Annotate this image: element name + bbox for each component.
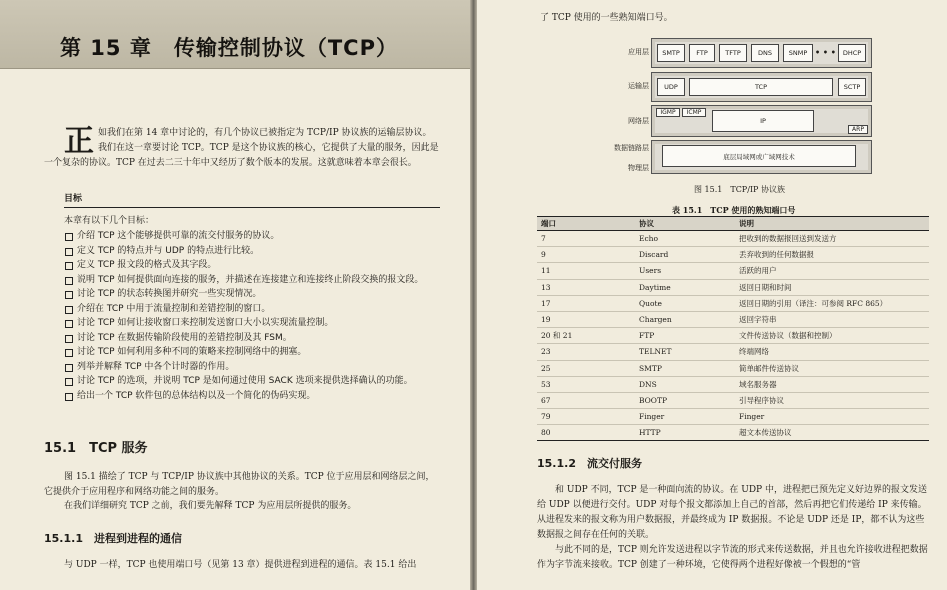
objectives-heading: 目标	[64, 191, 440, 208]
cell-description: Finger	[735, 409, 929, 425]
objective-item: 讨论 TCP 的状态转换图并研究一些实现情况。	[64, 287, 444, 302]
cell-port: 67	[537, 392, 635, 408]
objective-item: 讨论 TCP 如何让接收窗口来控制发送窗口大小以实现流量控制。	[64, 316, 444, 331]
protocol-box-smtp: SMTP	[657, 44, 685, 62]
protocol-box-igmp: IGMP	[656, 108, 680, 117]
cell-port: 11	[537, 263, 635, 279]
cell-protocol: Discard	[635, 247, 735, 263]
cell-protocol: FTP	[635, 328, 735, 344]
protocol-box-snmp: SNMP	[783, 44, 813, 62]
table-row	[537, 247, 929, 263]
layer-label-application: 应用层	[628, 48, 649, 56]
cell-protocol: Quote	[635, 295, 735, 311]
section-15-1-2-paragraph-2: 与此不同的是，TCP 则允许发送进程以字节流的形式来传送数据，并且也允许接收进程把数据作为字节流来接收。TCP 创建了一种环境，它使得两个进程好像被一个假想的“管	[537, 545, 928, 570]
tcpip-suite-figure	[589, 38, 872, 178]
objective-item: 讨论 TCP 的选项，并说明 TCP 是如何通过使用 SACK 选项来提供选择确认的功能。	[64, 374, 444, 389]
network-layer-band	[651, 105, 872, 137]
cell-protocol: TELNET	[635, 344, 735, 360]
cell-port: 17	[537, 295, 635, 311]
objective-item: 说明 TCP 如何提供面向连接的服务，并描述在连接建立和连接终止阶段交换的报文段。	[64, 273, 444, 288]
column-header-description: 说明	[735, 217, 929, 231]
table-body	[537, 231, 929, 441]
intro-text: 如我们在第 14 章中讨论的，有几个协议已被指定为 TCP/IP 协议族的运输层协议。我们在这一章要讨论 TCP。TCP 是这个协议族的核心，它提供了大量的服务，因此是一个复杂的协议。TCP 在过去二三十年中又经历了数个版本的发展。这就意味着本章会很长。	[44, 128, 439, 168]
layer-label-datalink: 数据链路层	[614, 144, 649, 152]
lower-layers-band	[651, 140, 872, 174]
objective-item: 列举并解释 TCP 中各个计时器的作用。	[64, 360, 444, 375]
cell-port: 25	[537, 360, 635, 376]
cell-description: 文件传送协议（数据和控制）	[735, 328, 929, 344]
protocol-box-dns: DNS	[751, 44, 779, 62]
protocol-box-tcp: TCP	[689, 78, 833, 96]
objectives-list	[64, 229, 444, 403]
section-heading-15-1-1: 15.1.1 进程到进程的通信	[44, 532, 182, 545]
protocol-ellipsis: • • •	[815, 47, 836, 57]
protocol-box-sctp: SCTP	[838, 78, 866, 96]
objective-item: 介绍在 TCP 中用于流量控制和差错控制的窗口。	[64, 302, 444, 317]
cell-protocol: BOOTP	[635, 392, 735, 408]
objective-item: 给出一个 TCP 软件包的总体结构以及一个简化的伪码实现。	[64, 389, 444, 404]
table-row	[537, 263, 929, 279]
protocol-box-arp: ARP	[848, 125, 868, 134]
section-15-1-1-paragraph: 与 UDP 一样，TCP 也使用端口号（见第 13 章）提供进程到进程的通信。表 15.1 给出	[64, 560, 417, 570]
cell-description: 活跃的用户	[735, 263, 929, 279]
application-layer-band	[651, 38, 872, 68]
objective-item: 讨论 TCP 在数据传输阶段使用的差错控制及其 FSM。	[64, 331, 444, 346]
cell-description: 返回日期和时间	[735, 279, 929, 295]
table-caption: 表 15.1 TCP 使用的熟知端口号	[672, 205, 796, 215]
lower-technology-box: 底层局域网或广域网技术	[662, 145, 856, 167]
cell-port: 13	[537, 279, 635, 295]
cell-protocol: Users	[635, 263, 735, 279]
cell-port: 19	[537, 311, 635, 327]
protocol-box-dhcp: DHCP	[838, 44, 866, 62]
chapter-header	[0, 0, 470, 69]
cell-description: 把收到的数据报回送到发送方	[735, 231, 929, 247]
column-header-port: 端口	[537, 217, 635, 231]
table-row	[537, 328, 929, 344]
table-row	[537, 409, 929, 425]
protocol-box-tftp: TFTP	[719, 44, 747, 62]
cell-port: 9	[537, 247, 635, 263]
cell-protocol: Daytime	[635, 279, 735, 295]
continued-text: 了 TCP 使用的一些熟知端口号。	[540, 13, 673, 23]
figure-caption: 图 15.1 TCP/IP 协议族	[694, 185, 785, 194]
objectives-intro: 本章有以下几个目标：	[64, 216, 155, 226]
table-header-row	[537, 217, 929, 231]
right-page	[477, 0, 947, 590]
table-row	[537, 425, 929, 441]
table-row	[537, 279, 929, 295]
cell-port: 7	[537, 231, 635, 247]
protocol-box-ip: IP	[712, 110, 814, 132]
left-page	[0, 0, 470, 590]
table-row	[537, 376, 929, 392]
cell-protocol: DNS	[635, 376, 735, 392]
cell-port: 79	[537, 409, 635, 425]
section-15-1-paragraph-1: 图 15.1 描绘了 TCP 与 TCP/IP 协议族中其他协议的关系。TCP 位于应用层和网络层之间，它提供介于应用程序和网络功能之间的服务。	[44, 472, 435, 497]
cell-port: 53	[537, 376, 635, 392]
layer-label-transport: 运输层	[628, 82, 649, 90]
drop-cap: 正	[64, 124, 94, 159]
cell-protocol: Finger	[635, 409, 735, 425]
cell-protocol: Echo	[635, 231, 735, 247]
protocol-box-ftp: FTP	[689, 44, 715, 62]
cell-port: 23	[537, 344, 635, 360]
table-row	[537, 360, 929, 376]
cell-description: 引导程序协议	[735, 392, 929, 408]
cell-protocol: SMTP	[635, 360, 735, 376]
section-heading-15-1-2: 15.1.2 流交付服务	[537, 457, 642, 470]
table-row	[537, 311, 929, 327]
table-row	[537, 231, 929, 247]
chapter-title: 第 15 章 传输控制协议（TCP）	[60, 36, 398, 60]
objective-item: 定义 TCP 报文段的格式及其字段。	[64, 258, 444, 273]
intro-paragraph	[44, 126, 440, 171]
column-header-protocol: 协议	[635, 217, 735, 231]
well-known-ports-table	[537, 216, 929, 441]
section-15-1-paragraph-2: 在我们详细研究 TCP 之前，我们要先解释 TCP 为应用层所提供的服务。	[64, 501, 357, 511]
book-gutter	[470, 0, 477, 590]
section-heading-15-1: 15.1 TCP 服务	[44, 441, 148, 456]
cell-port: 20 和 21	[537, 328, 635, 344]
objective-item: 定义 TCP 的特点并与 UDP 的特点进行比较。	[64, 244, 444, 259]
cell-description: 超文本传送协议	[735, 425, 929, 441]
objective-item: 讨论 TCP 如何利用多种不同的策略来控制网络中的拥塞。	[64, 345, 444, 360]
protocol-box-udp: UDP	[657, 78, 685, 96]
cell-description: 丢弃收到的任何数据报	[735, 247, 929, 263]
table-row	[537, 392, 929, 408]
layer-label-physical: 物理层	[628, 164, 649, 172]
cell-description: 返回日期的引用（译注：可参阅 RFC 865）	[735, 295, 929, 311]
section-15-1-2-paragraph-1: 和 UDP 不同，TCP 是一种面向流的协议。在 UDP 中，进程把已预先定义好边界的报文发送给 UDP 以便进行交付。UDP 对每个报文都添加上自己的首部，然后再把它们传递给 IP 来传输。从进程发来的报文称为用户数据报，并最终成为 IP 数据报。不论是 UDP 还是 IP，都不认为这些数据报之间存在任何的关联。	[537, 485, 927, 540]
cell-protocol: HTTP	[635, 425, 735, 441]
cell-description: 简单邮件传送协议	[735, 360, 929, 376]
table-row	[537, 344, 929, 360]
cell-description: 终端网络	[735, 344, 929, 360]
protocol-box-icmp: ICMP	[682, 108, 706, 117]
table-row	[537, 295, 929, 311]
cell-port: 80	[537, 425, 635, 441]
cell-description: 域名服务器	[735, 376, 929, 392]
objective-item: 介绍 TCP 这个能够提供可靠的流交付服务的协议。	[64, 229, 444, 244]
transport-layer-band	[651, 72, 872, 102]
cell-protocol: Chargen	[635, 311, 735, 327]
cell-description: 返回字符串	[735, 311, 929, 327]
layer-label-network: 网络层	[628, 117, 649, 125]
